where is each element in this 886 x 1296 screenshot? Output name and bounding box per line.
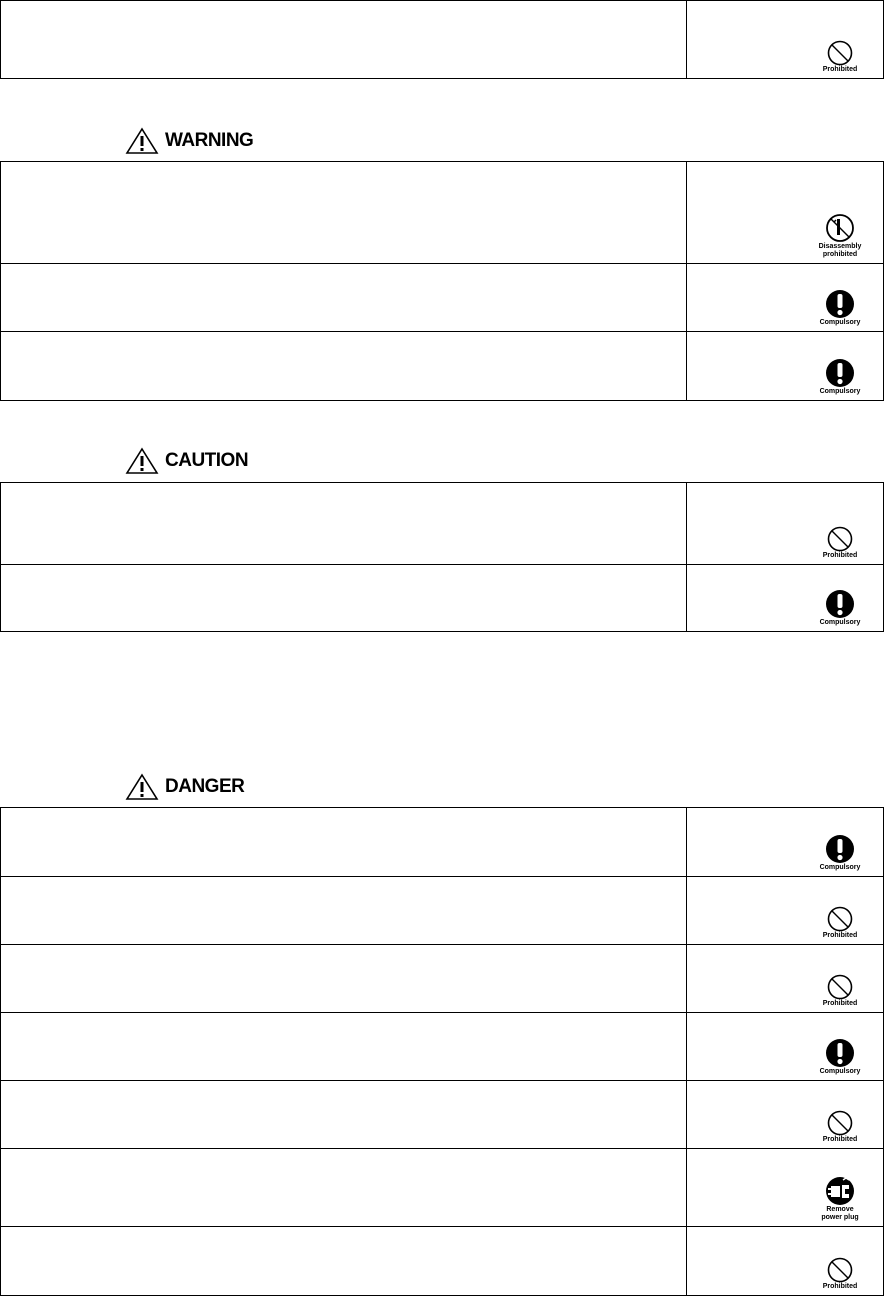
description-cell	[1, 945, 687, 1012]
disassembly-prohibited-icon	[825, 213, 855, 243]
compulsory-icon	[825, 589, 855, 619]
prohibited-symbol	[809, 974, 871, 1008]
table-row	[1, 876, 883, 944]
warning-table	[0, 161, 884, 401]
symbol-cell	[687, 1013, 883, 1080]
table-row	[1, 1080, 883, 1148]
symbol-cell	[687, 483, 883, 564]
warning-title: WARNING	[165, 130, 254, 151]
remove-power-plug-icon	[825, 1176, 855, 1206]
warning-triangle-icon	[125, 447, 159, 475]
symbol-cell	[687, 877, 883, 944]
compulsory-symbol	[809, 289, 871, 327]
prohibited-icon	[827, 526, 853, 552]
top-table	[0, 0, 884, 79]
prohibited-symbol	[809, 1257, 871, 1291]
warning-triangle-icon	[125, 773, 159, 801]
prohibited-symbol	[809, 906, 871, 940]
symbol-cell	[687, 1227, 883, 1295]
prohibited-label: Prohibited	[822, 932, 858, 939]
description-cell	[1, 1227, 687, 1295]
compulsory-icon	[825, 358, 855, 388]
caution-heading	[125, 445, 248, 477]
description-cell	[1, 565, 687, 631]
compulsory-label: Compulsory	[819, 864, 861, 871]
symbol-cell	[687, 332, 883, 400]
symbol-cell	[687, 264, 883, 331]
prohibited-icon	[827, 906, 853, 932]
table-row	[1, 1148, 883, 1226]
description-cell	[1, 162, 687, 263]
description-cell	[1, 1, 687, 78]
compulsory-icon	[825, 289, 855, 319]
prohibited-label: Prohibited	[822, 1283, 858, 1290]
compulsory-label: Compulsory	[819, 1068, 861, 1075]
compulsory-symbol	[809, 589, 871, 627]
warning-triangle-icon	[125, 127, 159, 155]
description-cell	[1, 332, 687, 400]
compulsory-symbol	[809, 358, 871, 396]
compulsory-symbol	[809, 1038, 871, 1076]
danger-table	[0, 807, 884, 1296]
compulsory-label: Compulsory	[819, 319, 861, 326]
symbol-cell	[687, 1149, 883, 1226]
table-row	[1, 263, 883, 331]
prohibited-symbol	[809, 40, 871, 74]
prohibited-symbol	[809, 1110, 871, 1144]
caution-table	[0, 482, 884, 632]
danger-title: DANGER	[165, 776, 245, 797]
prohibited-icon	[827, 1257, 853, 1283]
prohibited-icon	[827, 1110, 853, 1136]
prohibited-icon	[827, 974, 853, 1000]
prohibited-label: Prohibited	[822, 66, 858, 73]
symbol-cell	[687, 565, 883, 631]
description-cell	[1, 1013, 687, 1080]
table-row	[1, 1, 883, 78]
description-cell	[1, 808, 687, 876]
table-row	[1, 1226, 883, 1295]
symbol-cell	[687, 1, 883, 78]
disassembly-prohibited-symbol	[809, 213, 871, 259]
description-cell	[1, 877, 687, 944]
compulsory-icon	[825, 834, 855, 864]
symbol-cell	[687, 1081, 883, 1148]
table-row	[1, 331, 883, 400]
compulsory-symbol	[809, 834, 871, 872]
description-cell	[1, 1081, 687, 1148]
caution-title: CAUTION	[165, 450, 249, 471]
remove-power-plug-symbol	[809, 1176, 871, 1222]
table-row	[1, 944, 883, 1012]
description-cell	[1, 264, 687, 331]
prohibited-label: Prohibited	[822, 552, 858, 559]
symbol-cell	[687, 945, 883, 1012]
prohibited-symbol	[809, 526, 871, 560]
compulsory-label: Compulsory	[819, 619, 861, 626]
table-row	[1, 483, 883, 564]
warning-heading	[125, 125, 253, 157]
disassembly-prohibited-label: Disassembly prohibited	[818, 243, 862, 258]
table-row	[1, 808, 883, 876]
table-row	[1, 564, 883, 631]
symbol-cell	[687, 162, 883, 263]
description-cell	[1, 1149, 687, 1226]
compulsory-icon	[825, 1038, 855, 1068]
prohibited-label: Prohibited	[822, 1000, 858, 1007]
table-row	[1, 1012, 883, 1080]
remove-power-plug-label: Remove power plug	[821, 1206, 859, 1221]
prohibited-icon	[827, 40, 853, 66]
description-cell	[1, 483, 687, 564]
symbol-cell	[687, 808, 883, 876]
prohibited-label: Prohibited	[822, 1136, 858, 1143]
compulsory-label: Compulsory	[819, 388, 861, 395]
danger-heading	[125, 771, 244, 803]
table-row	[1, 162, 883, 263]
